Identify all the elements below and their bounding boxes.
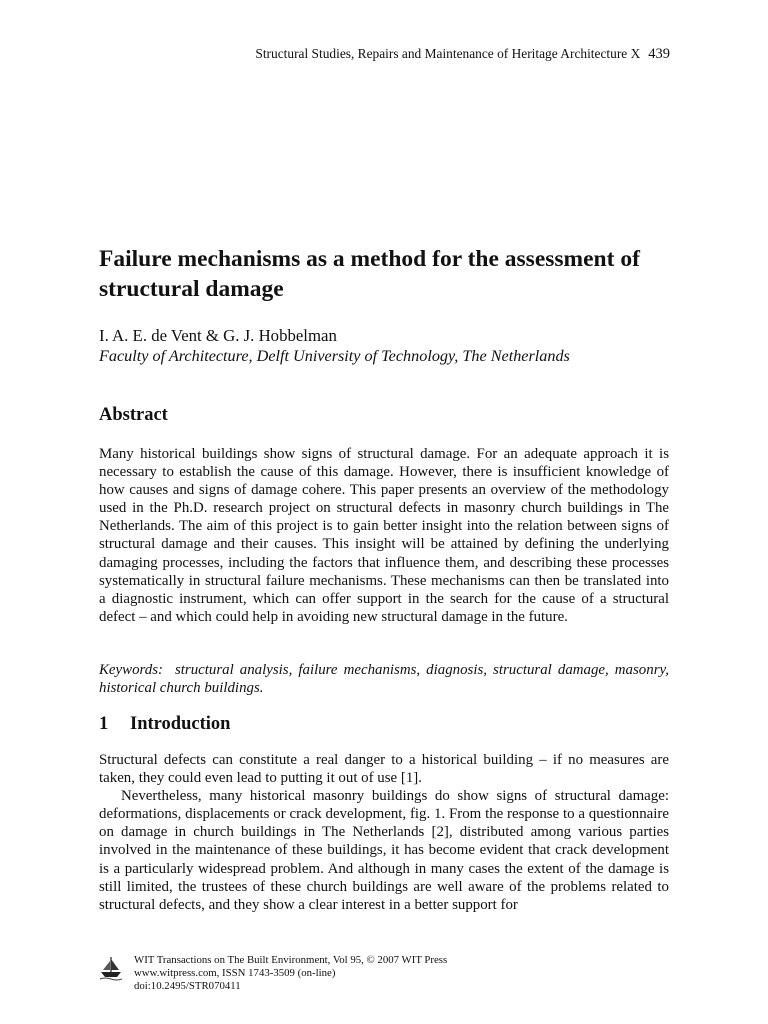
- affiliation: Faculty of Architecture, Delft University of Technology, The Netherlands: [99, 347, 570, 365]
- page-number: 439: [648, 46, 670, 62]
- authors: I. A. E. de Vent & G. J. Hobbelman: [99, 326, 337, 345]
- keywords-label: Keywords:: [99, 662, 163, 678]
- section-number: 1: [99, 714, 109, 734]
- footer-doi: doi:10.2495/STR070411: [134, 980, 241, 992]
- section-heading-introduction: [99, 714, 230, 735]
- footer: [134, 954, 447, 993]
- keywords-list: structural analysis, failure mechanisms, diagnosis, structural damage, masonry, historical church buildings.: [99, 662, 669, 697]
- wit-press-ship-logo-icon: [99, 956, 123, 982]
- abstract-heading: Abstract: [99, 405, 168, 425]
- introduction-body: [99, 751, 669, 914]
- keywords: [99, 661, 669, 697]
- section-title: Introduction: [130, 714, 231, 734]
- footer-issn: www.witpress.com, ISSN 1743-3509 (on-line): [134, 967, 336, 979]
- paragraph: Nevertheless, many historical masonry buildings do show signs of structural damage: deformations, displacements or crack development, fig. 1. From the response to a questionnaire on damage in church buildings in The Netherlands [2], distributed among various parties involved in the maintenance of these buildings, it has become evident that crack development is a particularly widespread problem. And although in many cases the extent of the damage is still limited, the trustees of these church buildings are well aware of the problems related to structural defects, and they show a clear interest in a better support for: [99, 788, 669, 913]
- footer-publication: WIT Transactions on The Built Environment, Vol 95, © 2007 WIT Press: [134, 954, 448, 966]
- article-title: Failure mechanisms as a method for the assessment of structural damage: [99, 246, 640, 302]
- paragraph: Structural defects can constitute a real danger to a historical building – if no measures are taken, they could even lead to putting it out of use [1].: [99, 752, 669, 787]
- abstract-text: Many historical buildings show signs of structural damage. For an adequate approach it is necessary to establish the cause of this damage. However, there is insufficient knowledge of how causes and signs of damage cohere. This paper presents an overview of the methodology used in the Ph.D. research project on structural defects in masonry church buildings in The Netherlands. The aim of this project is to gain better insight into the relation between signs of structural damage and their causes. This insight will be attained by defining the underlying damaging processes, including the factors that influence them, and describing these processes systematically in structural failure mechanisms. These mechanisms can then be translated into a diagnostic instrument, which can offer support in the search for the cause of a structural defect – and which could help in avoiding new structural damage in the future.: [99, 446, 669, 625]
- journal-title: Structural Studies, Repairs and Maintenance of Heritage Architecture X: [255, 46, 641, 61]
- running-header: [255, 46, 670, 63]
